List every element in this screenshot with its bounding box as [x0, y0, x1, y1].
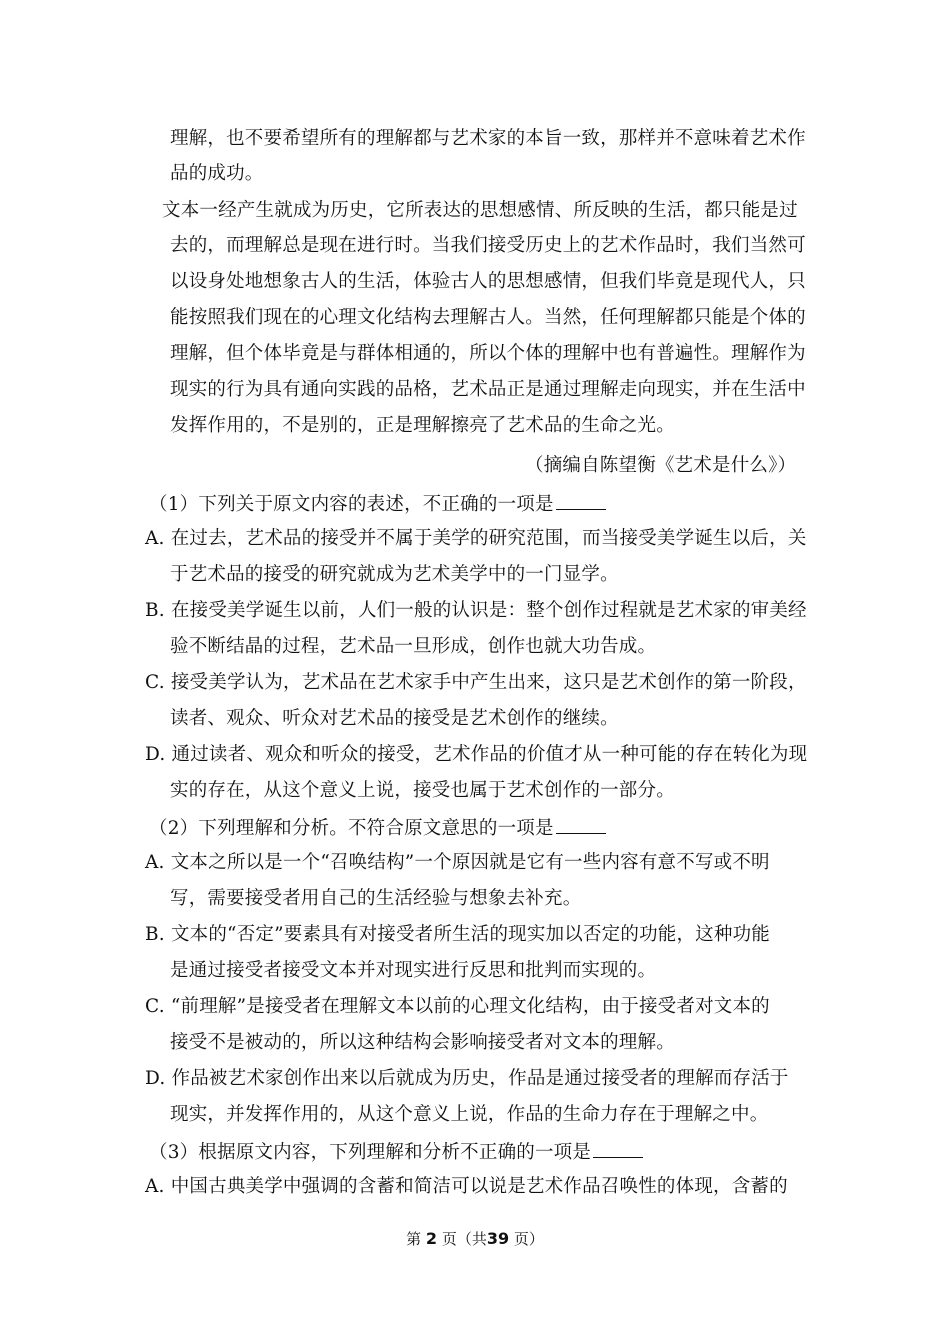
passage-line: 发挥作用的，不是别的，正是理解擦亮了艺术品的生命之光。 [170, 415, 675, 436]
option-line: 现实，并发挥作用的，从这个意义上说，作品的生命力存在于理解之中。 [170, 1104, 769, 1125]
question-stem-text: （1）下列关于原文内容的表述，不正确的一项是 [149, 494, 554, 515]
option-line: A. 中国古典美学中强调的含蓄和简洁可以说是艺术作品召唤性的体现，含蓄的 [145, 1176, 788, 1197]
source-citation: （摘编自陈望衡《艺术是什么》） [525, 455, 797, 476]
option-line: C. “前理解”是接受者在理解文本以前的心理文化结构，由于接受者对文本的 [145, 996, 770, 1017]
answer-blank [556, 491, 606, 510]
option-line: 是通过接受者接受文本并对现实进行反思和批判而实现的。 [170, 960, 657, 981]
option-line: 接受不是被动的，所以这种结构会影响接受者对文本的理解。 [170, 1032, 675, 1053]
footer-prefix: 第 [406, 1230, 422, 1248]
question-stem [149, 815, 606, 841]
answer-blank [556, 815, 606, 834]
passage-line: 现实的行为具有通向实践的品格，艺术品正是通过理解走向现实，并在生活中 [170, 379, 806, 400]
passage-line: 文本一经产生就成为历史，它所表达的思想感情、所反映的生活，都只能是过 [162, 200, 798, 221]
option-line: B. 文本的“否定”要素具有对接受者所生活的现实加以否定的功能，这种功能 [145, 924, 770, 945]
passage-line: 去的，而理解总是现在进行时。当我们接受历史上的艺术作品时，我们当然可 [170, 235, 806, 256]
passage-line: 理解，但个体毕竟是与群体相通的，所以个体的理解中也有普遍性。理解作为 [170, 343, 806, 364]
option-line: B. 在接受美学诞生以前，人们一般的认识是：整个创作过程就是艺术家的审美经 [145, 600, 807, 621]
option-line: 实的存在，从这个意义上说，接受也属于艺术创作的一部分。 [170, 780, 675, 801]
passage-line: 品的成功。 [170, 163, 264, 184]
option-line: 于艺术品的接受的研究就成为艺术美学中的一门显学。 [170, 564, 619, 585]
total-pages: 39 [486, 1229, 510, 1248]
question-stem [149, 491, 606, 517]
option-line: D. 作品被艺术家创作出来以后就成为历史，作品是通过接受者的理解而存活于 [145, 1068, 789, 1089]
passage-line: 能按照我们现在的心理文化结构去理解古人。当然，任何理解都只能是个体的 [170, 307, 806, 328]
option-line: C. 接受美学认为，艺术品在艺术家手中产生出来，这只是艺术创作的第一阶段， [145, 672, 807, 693]
option-line: 验不断结晶的过程，艺术品一旦形成，创作也就大功告成。 [170, 636, 657, 657]
option-line: D. 通过读者、观众和听众的接受，艺术作品的价值才从一种可能的存在转化为现 [145, 744, 808, 765]
option-line: 读者、观众、听众对艺术品的接受是艺术创作的继续。 [170, 708, 619, 729]
answer-blank [593, 1139, 643, 1158]
option-line: A. 文本之所以是一个“召唤结构”一个原因就是它有一些内容有意不写或不明 [145, 852, 770, 873]
page-number: 2 [425, 1229, 438, 1248]
page-footer [0, 1229, 950, 1249]
option-line: A. 在过去，艺术品的接受并不属于美学的研究范围，而当接受美学诞生以后，关 [145, 528, 807, 549]
passage-line: 以设身处地想象古人的生活，体验古人的思想感情，但我们毕竟是现代人，只 [170, 271, 806, 292]
question-stem [149, 1139, 643, 1165]
option-line: 写，需要接受者用自己的生活经验与想象去补充。 [170, 888, 582, 909]
passage-line: 理解，也不要希望所有的理解都与艺术家的本旨一致，那样并不意味着艺术作 [170, 128, 806, 149]
question-stem-text: （2）下列理解和分析。不符合原文意思的一项是 [149, 818, 554, 839]
footer-mid: 页（共 [441, 1230, 487, 1248]
footer-suffix: 页） [513, 1230, 544, 1248]
question-stem-text: （3）根据原文内容，下列理解和分析不正确的一项是 [149, 1142, 592, 1163]
